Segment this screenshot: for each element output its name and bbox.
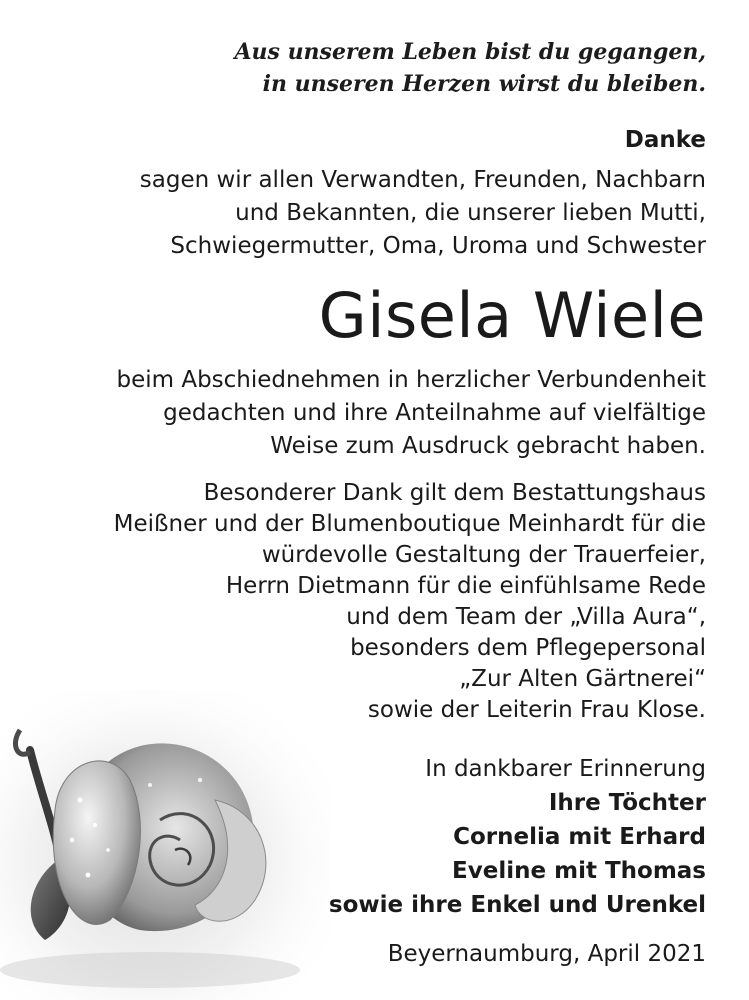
- intro-text: [140, 164, 706, 263]
- special-thanks-line: besonders dem Pflegepersonal: [350, 635, 706, 661]
- motto-line: in unseren Herzen wirst du bleiben.: [262, 71, 706, 97]
- remembrance-line: In dankbarer Erinnerung: [425, 756, 706, 782]
- intro-line: Schwiegermutter, Oma, Uroma und Schwester: [170, 233, 706, 259]
- thanks-heading: Danke: [624, 127, 706, 153]
- body-text: [116, 364, 706, 463]
- special-thanks-text: [114, 478, 706, 726]
- intro-line: sagen wir allen Verwandten, Freunden, Nachbarn: [139, 167, 706, 193]
- memorial-motto: [234, 36, 706, 100]
- body-line: gedachten und ihre Anteilnahme auf vielfältige: [163, 400, 706, 426]
- special-thanks-line: Meißner und der Blumenboutique Meinhardt für die: [113, 511, 706, 537]
- special-thanks-line: „Zur Alten Gärtnerei“: [459, 666, 706, 692]
- special-thanks-line: Besonderer Dank gilt dem Bestattungshaus: [203, 480, 706, 506]
- closing-block: [329, 752, 706, 922]
- mourner-line: sowie ihre Enkel und Urenkel: [328, 892, 706, 918]
- special-thanks-line: sowie der Leiterin Frau Klose.: [367, 697, 706, 723]
- intro-line: und Bekannten, die unserer lieben Mutti,: [235, 200, 706, 226]
- body-line: beim Abschiednehmen in herzlicher Verbundenheit: [116, 367, 706, 393]
- mourner-line: Cornelia mit Erhard: [453, 824, 706, 850]
- special-thanks-line: würdevolle Gestaltung der Trauerfeier,: [261, 542, 706, 568]
- special-thanks-line: Herrn Dietmann für die einfühlsame Rede: [225, 573, 706, 599]
- deceased-name: Gisela Wiele: [318, 279, 706, 352]
- rose-icon: [0, 690, 330, 1000]
- special-thanks-line: und dem Team der „Villa Aura“,: [346, 604, 706, 630]
- mourner-line: Eveline mit Thomas: [452, 858, 706, 884]
- body-line: Weise zum Ausdruck gebracht haben.: [270, 433, 706, 459]
- motto-line: Aus unserem Leben bist du gegangen,: [234, 39, 706, 65]
- place-date: Beyernaumburg, April 2021: [387, 941, 706, 967]
- mourner-line: Ihre Töchter: [548, 790, 706, 816]
